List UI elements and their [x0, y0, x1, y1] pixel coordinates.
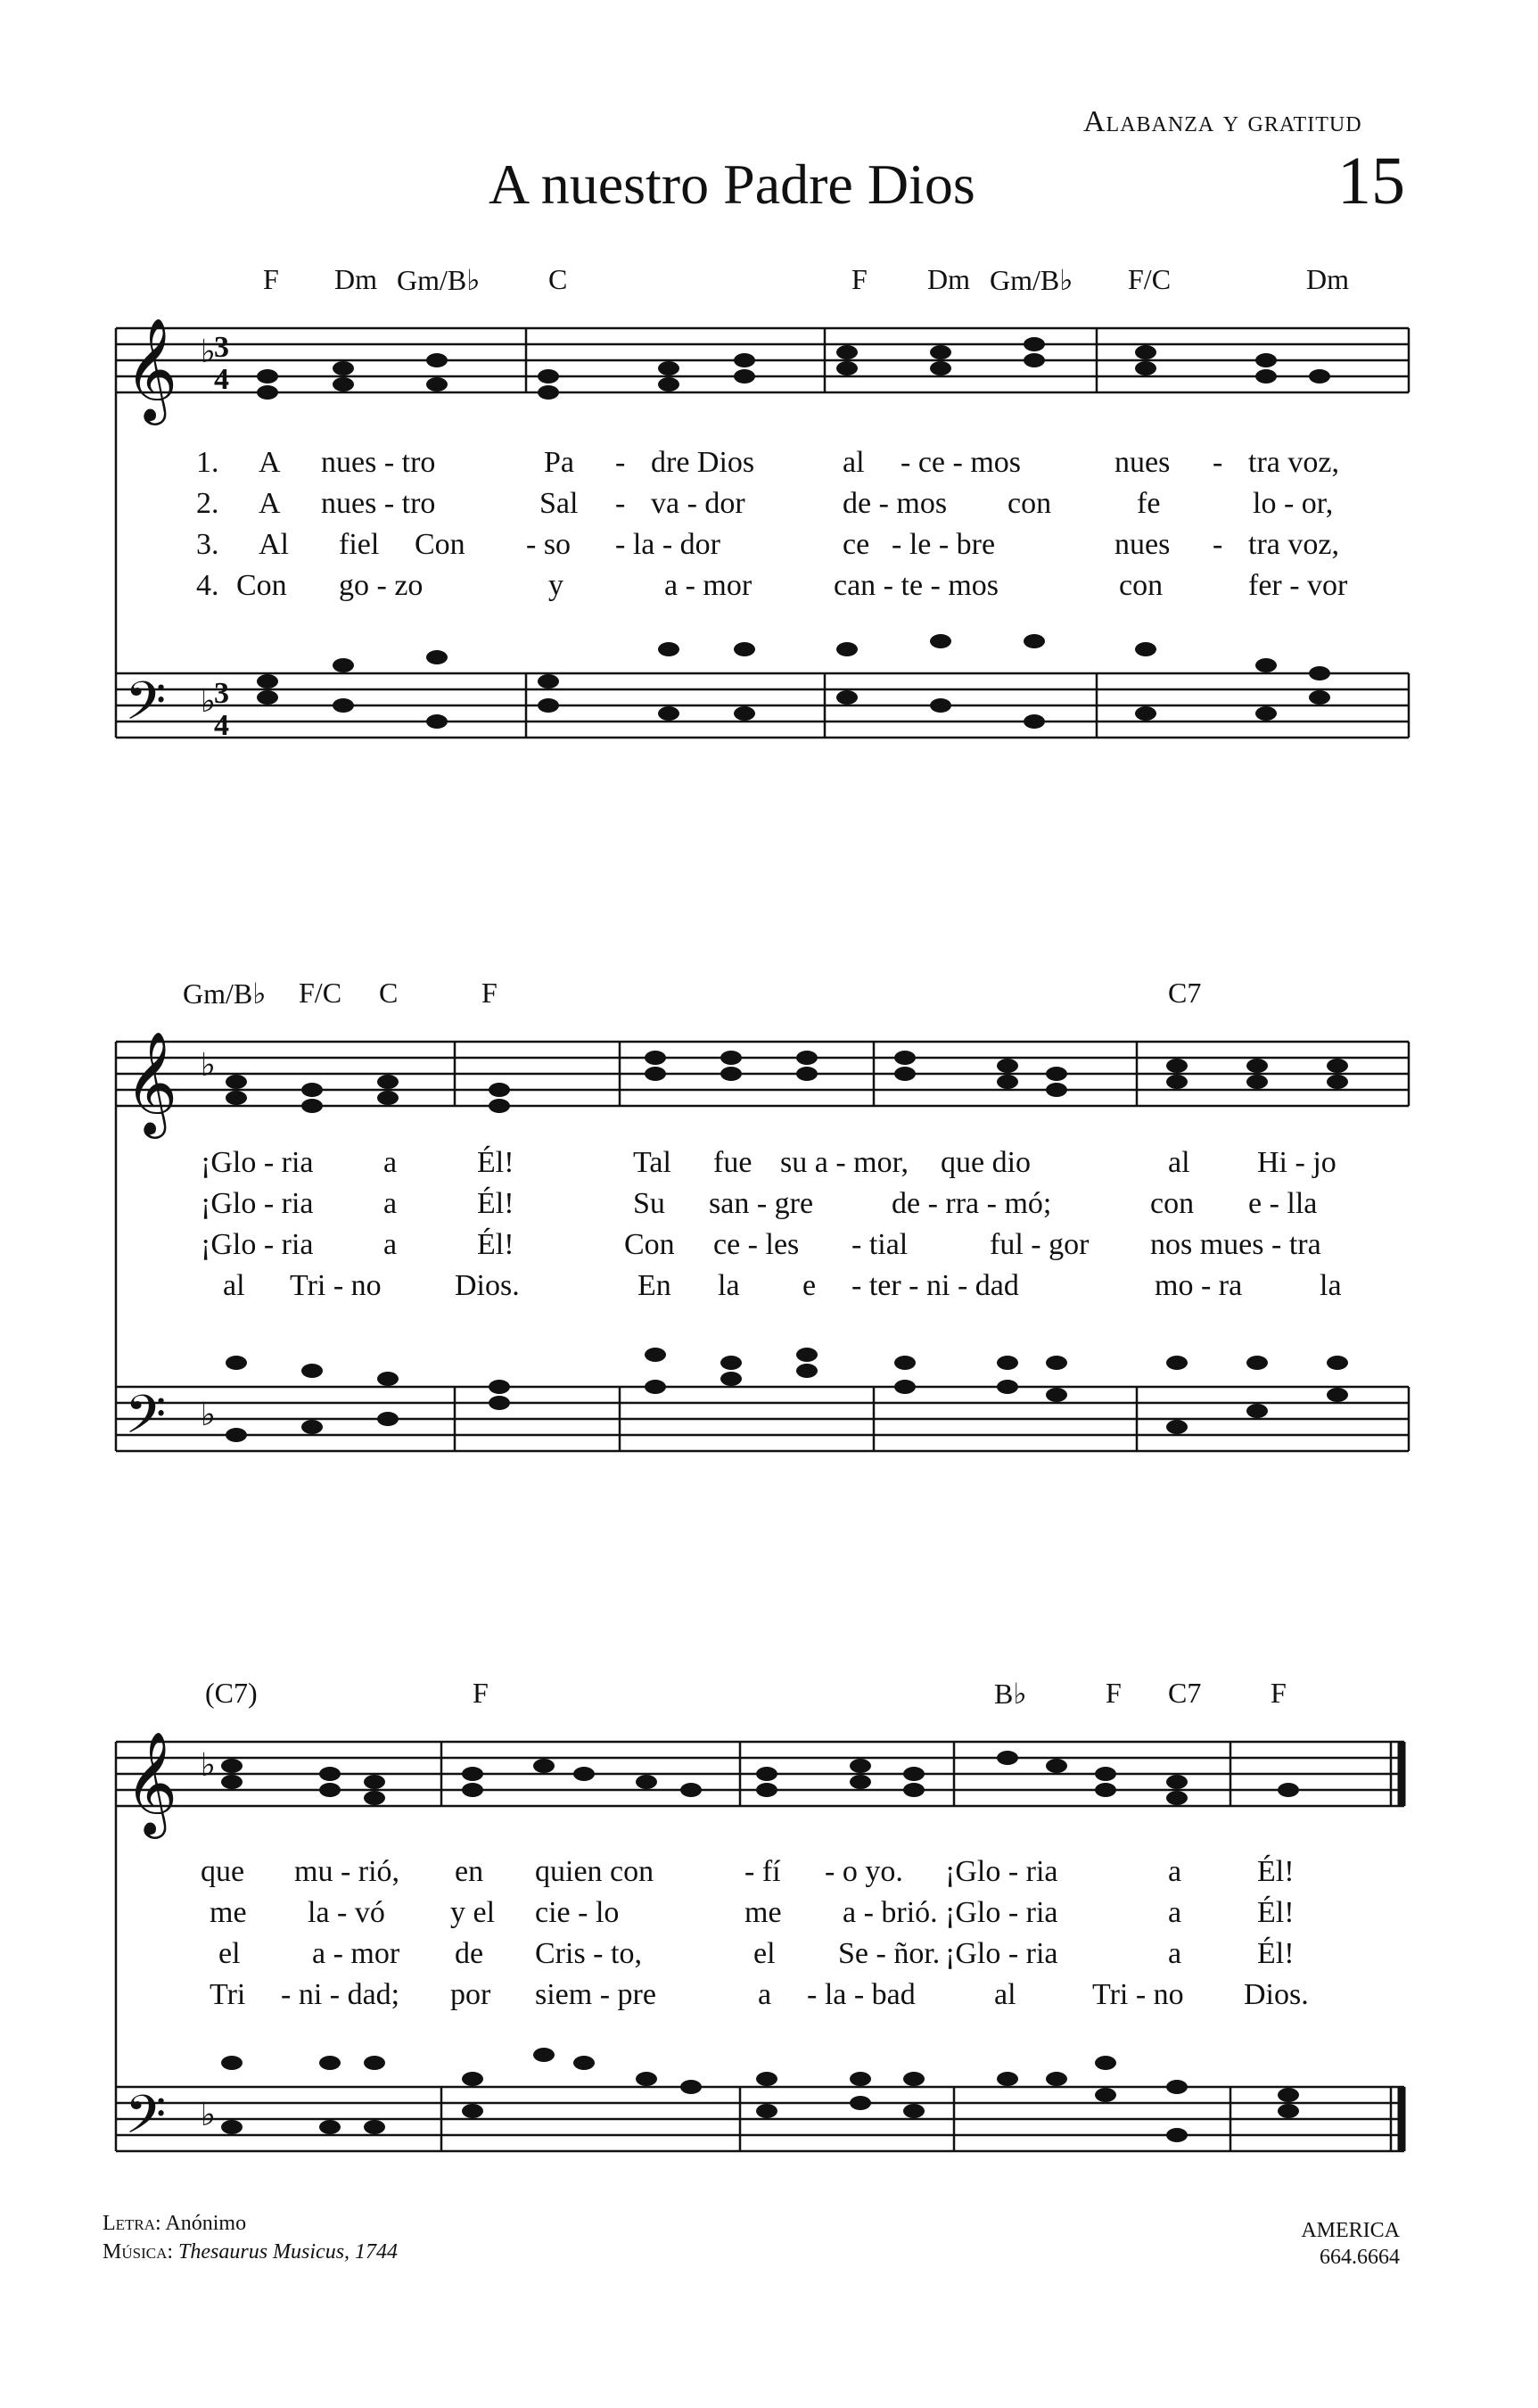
- chord: F: [473, 1677, 489, 1709]
- lyric-syllable: e - lla: [1248, 1187, 1318, 1220]
- lyric-syllable: Pa: [544, 446, 574, 479]
- lyric-syllable: siem - pre: [535, 1978, 656, 2011]
- svg-text:𝄞: 𝄞: [125, 317, 178, 421]
- chord: B♭: [994, 1678, 1027, 1710]
- chord: F: [1271, 1677, 1287, 1709]
- lyric-syllable: ¡Glo - ria: [945, 1855, 1058, 1888]
- svg-text:♭: ♭: [201, 1396, 216, 1433]
- chord: C7: [1168, 1677, 1202, 1709]
- chord: Dm: [334, 263, 377, 295]
- chord: C7: [1168, 977, 1202, 1009]
- lyric-syllable: quien con: [535, 1855, 654, 1888]
- lyric-syllable: a: [1168, 1855, 1182, 1888]
- lyric-syllable: Sal: [539, 487, 579, 520]
- lyric-syllable: Con: [236, 569, 287, 602]
- lyric-syllable: que dio: [941, 1146, 1032, 1179]
- lyric-syllable: -: [615, 487, 626, 520]
- lyric-syllable: Tri: [210, 1978, 246, 2011]
- svg-text:♭: ♭: [201, 333, 216, 370]
- lyric-syllable: En: [637, 1269, 671, 1302]
- lyric-syllable: ¡Glo - ria: [945, 1896, 1058, 1929]
- lyric-syllable: Con: [624, 1228, 675, 1261]
- lyric-syllable: la: [718, 1269, 740, 1302]
- lyric-syllable: - fí: [744, 1855, 781, 1888]
- svg-text:3: 3: [214, 331, 229, 364]
- lyric-syllable: en: [455, 1855, 484, 1888]
- lyric-syllable: fiel: [339, 528, 380, 561]
- lyric-syllable: tra voz,: [1248, 528, 1339, 561]
- lyric-syllable: a: [1168, 1937, 1182, 1970]
- lyric-syllable: ful - gor: [990, 1228, 1090, 1261]
- lyric-syllable: su a - mor,: [780, 1146, 909, 1179]
- lyric-syllable: A: [259, 487, 281, 520]
- lyric-syllable: Él!: [1257, 1896, 1295, 1929]
- lyric-syllable: - le - bre: [892, 528, 996, 561]
- lyric-syllable: al: [843, 446, 865, 479]
- lyric-syllable: a: [383, 1187, 398, 1220]
- lyric-syllable: que: [201, 1855, 245, 1888]
- lyric-syllable: ¡Glo - ria: [945, 1937, 1058, 1970]
- lyric-syllable: fue: [713, 1146, 753, 1179]
- lyric-syllable: ce - les: [713, 1228, 800, 1261]
- svg-text:♭: ♭: [201, 682, 216, 720]
- lyric-syllable: va - dor: [651, 487, 745, 520]
- lyric-syllable: e: [802, 1269, 817, 1302]
- lyric-syllable: - la - bad: [807, 1978, 916, 2011]
- hymn-number: 15: [1337, 144, 1405, 219]
- lyric-syllable: - ni - dad;: [281, 1978, 400, 2011]
- lyrics-credit-value: Anónimo: [165, 2212, 247, 2235]
- verse-number: 2.: [196, 487, 219, 520]
- lyric-syllable: - la - dor: [615, 528, 721, 561]
- hymn-title: A nuestro Padre Dios: [489, 153, 975, 216]
- chord: Gm/B♭: [397, 264, 481, 296]
- lyric-syllable: ¡Glo - ria: [201, 1146, 314, 1179]
- svg-text:𝄢: 𝄢: [125, 1383, 167, 1458]
- lyric-syllable: con: [1150, 1187, 1195, 1220]
- lyric-syllable: Tri - no: [1092, 1978, 1184, 2011]
- svg-text:𝄞: 𝄞: [125, 1030, 178, 1134]
- svg-text:4: 4: [214, 709, 229, 742]
- lyric-syllable: por: [450, 1978, 491, 2011]
- lyric-syllable: - so: [526, 528, 572, 561]
- chord: (C7): [205, 1677, 258, 1709]
- lyric-syllable: lo - or,: [1253, 487, 1334, 520]
- lyric-syllable: - o yo.: [825, 1855, 903, 1888]
- lyric-syllable: a: [1168, 1896, 1182, 1929]
- lyric-syllable: san - gre: [709, 1187, 814, 1220]
- lyric-syllable: me: [210, 1896, 247, 1929]
- chord: Dm: [1306, 263, 1349, 295]
- lyric-syllable: el: [753, 1937, 776, 1970]
- lyric-syllable: Se - ñor.: [838, 1937, 941, 1970]
- lyric-syllable: - ce - mos: [901, 446, 1022, 479]
- lyric-syllable: al: [223, 1269, 245, 1302]
- chord: C: [379, 977, 399, 1009]
- lyric-syllable: dre Dios: [651, 446, 755, 479]
- lyric-syllable: a: [383, 1146, 398, 1179]
- lyric-syllable: y: [548, 569, 563, 602]
- lyric-syllable: - ter - ni - dad: [851, 1269, 1019, 1302]
- lyric-syllable: al: [994, 1978, 1016, 2011]
- lyric-syllable: Él!: [1257, 1855, 1295, 1888]
- meter: 664.6664: [1320, 2246, 1400, 2269]
- verse-number: 4.: [196, 569, 219, 602]
- lyric-syllable: - tial: [851, 1228, 909, 1261]
- lyric-syllable: ¡Glo - ria: [201, 1187, 314, 1220]
- tune-name: AMERICA: [1301, 2219, 1400, 2242]
- lyric-syllable: go - zo: [339, 569, 424, 602]
- lyric-syllable: con: [1008, 487, 1052, 520]
- chord: F: [851, 263, 868, 295]
- chord: C: [548, 263, 568, 295]
- lyric-syllable: de - rra - mó;: [892, 1187, 1052, 1220]
- chord: F: [263, 263, 279, 295]
- lyric-syllable: Él!: [477, 1146, 514, 1179]
- lyric-syllable: Dios.: [1244, 1978, 1309, 2011]
- music-credit: [103, 2240, 398, 2264]
- lyric-syllable: nos mues - tra: [1150, 1228, 1321, 1261]
- svg-text:♭: ♭: [201, 1746, 216, 1784]
- chord: Gm/B♭: [990, 264, 1073, 296]
- lyric-syllable: Él!: [477, 1187, 514, 1220]
- music-credit-value: Thesaurus Musicus, 1744: [178, 2240, 399, 2264]
- svg-text:4: 4: [214, 363, 229, 396]
- category-heading: Alabanza y gratitud: [1083, 105, 1362, 138]
- lyric-syllable: A: [259, 446, 281, 479]
- lyric-syllable: a - mor: [312, 1937, 400, 1970]
- lyric-syllable: Tri - no: [290, 1269, 382, 1302]
- lyric-syllable: ¡Glo - ria: [201, 1228, 314, 1261]
- lyric-syllable: nues: [1114, 446, 1171, 479]
- lyric-syllable: mu - rió,: [294, 1855, 400, 1888]
- lyric-syllable: fe: [1137, 487, 1161, 520]
- chord: F/C: [299, 977, 342, 1009]
- lyric-syllable: nues - tro: [321, 487, 436, 520]
- svg-text:♭: ♭: [201, 1046, 216, 1084]
- lyric-syllable: y el: [450, 1896, 496, 1929]
- lyric-syllable: a - brió.: [843, 1896, 938, 1929]
- lyric-syllable: fer - vor: [1248, 569, 1348, 602]
- lyrics-credit: [103, 2212, 246, 2236]
- lyric-syllable: a: [758, 1978, 772, 2011]
- lyric-syllable: la - vó: [308, 1896, 385, 1929]
- lyric-syllable: -: [615, 446, 626, 479]
- lyric-syllable: Al: [259, 528, 289, 561]
- svg-text:♭: ♭: [201, 2096, 216, 2133]
- svg-text:𝄢: 𝄢: [125, 670, 167, 745]
- lyric-syllable: can - te - mos: [834, 569, 999, 602]
- lyric-syllable: nues: [1114, 528, 1171, 561]
- svg-text:𝄞: 𝄞: [125, 1730, 178, 1835]
- verse-number: 3.: [196, 528, 219, 561]
- svg-text:3: 3: [214, 677, 229, 710]
- lyric-syllable: nues - tro: [321, 446, 436, 479]
- lyric-syllable: ce: [843, 528, 870, 561]
- lyric-syllable: a: [383, 1228, 398, 1261]
- lyric-syllable: tra voz,: [1248, 446, 1339, 479]
- lyric-syllable: Hi - jo: [1257, 1146, 1336, 1179]
- lyric-syllable: Él!: [1257, 1937, 1295, 1970]
- lyric-syllable: Tal: [633, 1146, 671, 1179]
- lyric-syllable: al: [1168, 1146, 1190, 1179]
- chord: Gm/B♭: [183, 977, 267, 1010]
- lyric-syllable: de: [455, 1937, 484, 1970]
- verse-number: 1.: [196, 446, 219, 479]
- lyric-syllable: mo - ra: [1155, 1269, 1243, 1302]
- lyric-syllable: el: [218, 1937, 241, 1970]
- lyric-syllable: me: [744, 1896, 782, 1929]
- lyrics-credit-label: Letra:: [103, 2212, 161, 2235]
- music-credit-label: Música:: [103, 2240, 174, 2264]
- lyric-syllable: -: [1213, 446, 1223, 479]
- lyric-syllable: Él!: [477, 1228, 514, 1261]
- lyric-syllable: Con: [415, 528, 465, 561]
- chord: F: [1106, 1677, 1122, 1709]
- lyric-syllable: cie - lo: [535, 1896, 620, 1929]
- lyric-syllable: la: [1320, 1269, 1342, 1302]
- chord: F/C: [1128, 263, 1172, 295]
- lyric-syllable: con: [1119, 569, 1164, 602]
- lyric-syllable: Dios.: [455, 1269, 520, 1302]
- lyric-syllable: -: [1213, 528, 1223, 561]
- chord: F: [481, 977, 498, 1009]
- lyric-syllable: Su: [633, 1187, 665, 1220]
- lyric-syllable: de - mos: [843, 487, 948, 520]
- svg-text:𝄢: 𝄢: [125, 2083, 167, 2158]
- lyric-syllable: a - mor: [664, 569, 753, 602]
- chord: Dm: [927, 263, 970, 295]
- lyric-syllable: Cris - to,: [535, 1937, 642, 1970]
